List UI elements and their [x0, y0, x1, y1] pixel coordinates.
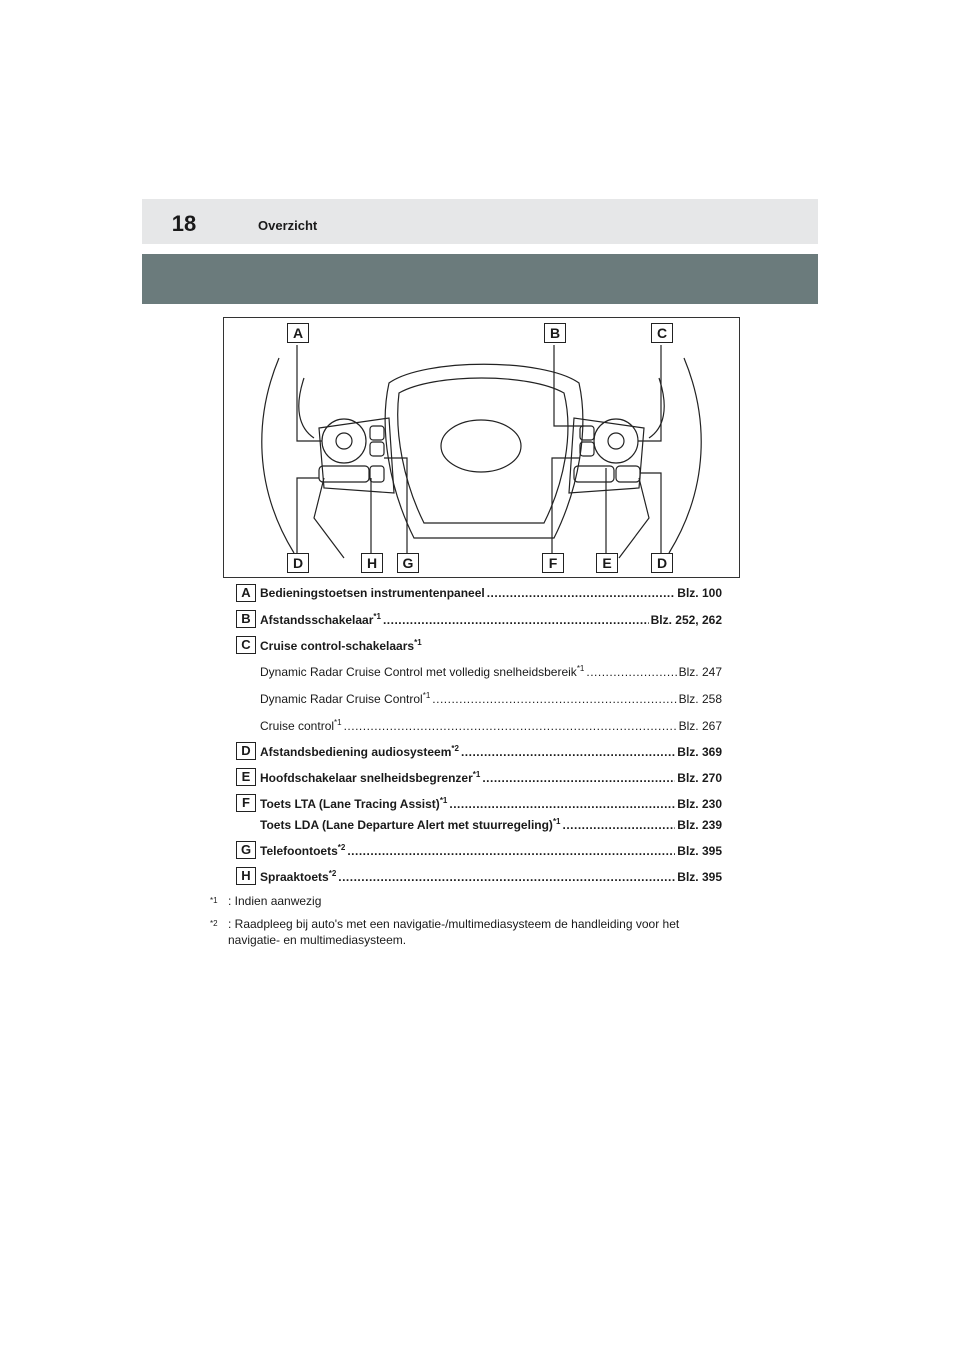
page-number: 18: [171, 211, 197, 236]
section-banner: [142, 254, 818, 304]
entry-label: Afstandsschakelaar$^{*1}$: [260, 612, 381, 627]
entry-letter: G: [236, 841, 256, 859]
entry-line: [260, 744, 722, 759]
callout-b: B: [544, 323, 566, 343]
legend-entry-d: [236, 742, 722, 768]
entry-label: Toets LTA (Lane Tracing Assist)$^{*1}$: [260, 796, 448, 811]
entry-line: [260, 691, 722, 706]
entry-line: [260, 638, 722, 653]
callout-c: C: [651, 323, 673, 343]
entry-letter: A: [236, 584, 256, 602]
entry-line: [260, 817, 722, 832]
callout-d-right: D: [651, 553, 673, 573]
legend-entry-e: [236, 768, 722, 794]
entry-line: [260, 770, 722, 785]
footnote: $^{*1}$ : Indien aanwezig: [210, 894, 322, 908]
entry-page: Blz. 252, 262: [650, 613, 722, 627]
entry-label: Bedieningstoetsen instrumentenpaneel: [260, 586, 485, 600]
section-title: Overzicht: [258, 218, 318, 233]
entry-page: Blz. 395: [677, 870, 722, 884]
entry-page: Blz. 267: [678, 719, 722, 733]
entry-page: Blz. 258: [678, 692, 722, 706]
entry-page: Blz. 230: [677, 797, 722, 811]
entry-line: [260, 612, 722, 627]
footnote: $^{*2}$ : Raadpleeg bij auto's met een navigatie-/multimediasysteem de handleiding voor het navigatie- en multimediasysteem.: [210, 917, 680, 947]
entry-label: Afstandsbediening audiosysteem$^{*2}$: [260, 744, 459, 759]
entry-label: Dynamic Radar Cruise Control$^{*1}$: [260, 691, 431, 706]
entry-line: [260, 796, 722, 811]
callout-h: H: [361, 553, 383, 573]
legend-entry-c: [236, 636, 722, 742]
callout-e: E: [596, 553, 618, 573]
legend-entries: [236, 584, 722, 893]
entry-page: Blz. 247: [678, 665, 722, 679]
entry-label: Toets LDA (Lane Departure Alert met stuurregeling)$^{*1}$: [260, 817, 561, 832]
footnotes: [210, 893, 730, 952]
entry-letter: E: [236, 768, 256, 786]
entry-letter: H: [236, 867, 256, 885]
entry-letter: B: [236, 610, 256, 628]
entry-line: [260, 718, 722, 733]
legend-entry-b: [236, 610, 722, 636]
steering-wheel-illustration: [224, 318, 739, 577]
entry-page: Blz. 395: [677, 844, 722, 858]
header-bar: [142, 199, 818, 244]
steering-wheel-figure: [223, 317, 740, 578]
legend-entry-g: [236, 841, 722, 867]
entry-letter: D: [236, 742, 256, 760]
callout-f: F: [542, 553, 564, 573]
entry-label: Dynamic Radar Cruise Control met volledig snelheidsbereik$^{*1}$: [260, 664, 585, 679]
callout-d-left: D: [287, 553, 309, 573]
entry-letter: C: [236, 636, 256, 654]
entry-line: [260, 869, 722, 884]
entry-label: Spraaktoets$^{*2}$: [260, 869, 337, 884]
entry-page: Blz. 239: [677, 818, 722, 832]
callout-g: G: [397, 553, 419, 573]
entry-letter: F: [236, 794, 256, 812]
entry-page: Blz. 270: [677, 771, 722, 785]
entry-label: Hoofdschakelaar snelheidsbegrenzer$^{*1}$: [260, 770, 481, 785]
entry-line: [260, 586, 722, 600]
legend-entry-h: [236, 867, 722, 893]
entry-line: [260, 843, 722, 858]
entry-page: Blz. 369: [677, 745, 722, 759]
entry-label: Cruise control-schakelaars$^{*1}$: [260, 638, 422, 653]
entry-label: Telefoontoets$^{*2}$: [260, 843, 346, 858]
entry-page: Blz. 100: [677, 586, 722, 600]
entry-line: [260, 664, 722, 679]
legend-entry-a: [236, 584, 722, 610]
entry-label: Cruise control$^{*1}$: [260, 718, 342, 733]
legend-entry-f: [236, 794, 722, 841]
callout-a: A: [287, 323, 309, 343]
